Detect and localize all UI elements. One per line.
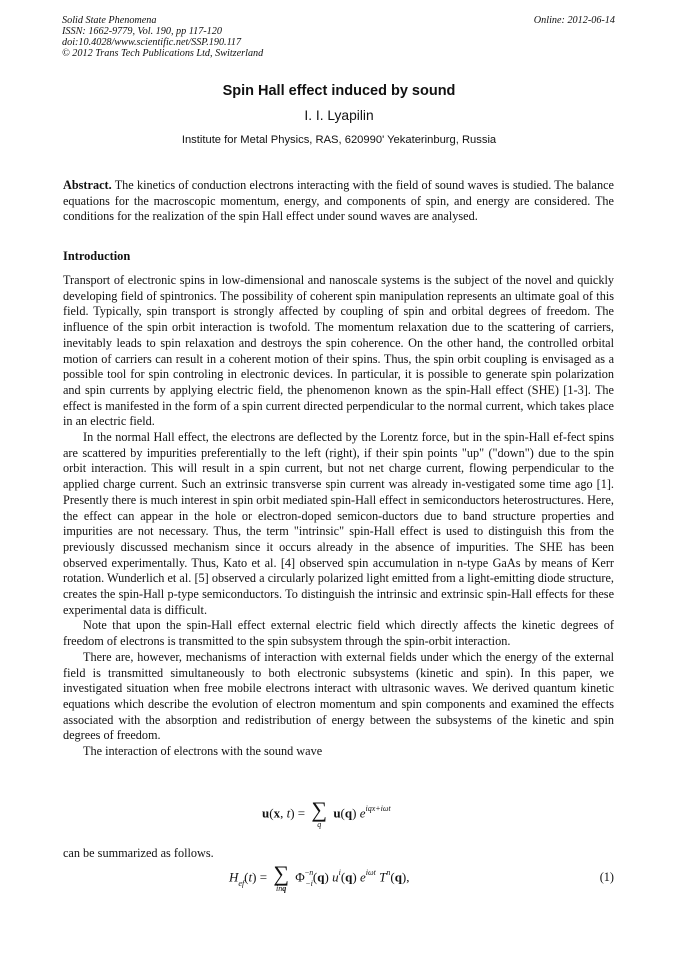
journal-name: Solid State Phenomena <box>62 15 157 26</box>
abstract <box>63 178 614 225</box>
sound-wave-equation: u(x, t) = ∑ q u(q) $e^{iqx+i\omega t}$ <box>262 797 391 829</box>
equation-number: (1) <box>599 870 614 884</box>
equation-intro-text: can be summarized as follows. <box>63 846 214 860</box>
paragraph-4: There are, however, mechanisms of interaction with external fields under which the energy of the external field is transmitted simultaneously to both electronic subsystems (kinetic and spin). In this paper, we investigated situation when free mobile electrons interact with ultrasonic waves. We derived quantum kinetic equations which describe the evolution of electron momentum and spin components and examined the effects associated with the absorption and redistribution of energy between the subsystems of the kinetic and spin degrees of freedom. <box>63 649 614 743</box>
introduction-body <box>63 273 614 760</box>
paragraph-3: Note that upon the spin-Hall effect external electric field which directly affects the kinetic degrees of freedom of electrons is transmitted to the spin subsystem through the spin-orbit interaction. <box>63 618 614 649</box>
sum-symbol: ∑ inq <box>273 861 289 893</box>
online-date: Online: 2012-06-14 <box>533 15 615 26</box>
paragraph-2: In the normal Hall effect, the electrons are deflected by the Lorentz force, but in the spin-Hall ef-fect spins are scattered by impurities preferentially to the left (right), if their spin points "up" ("down") due to the spin orbit interaction. This will result in a spin current, but not net charge current, flowing perpendicular to the applied charge current. Such an extrinsic transverse spin current was already in-vestigated some time ago [1]. Presently there is much interest in spin orbit mediated spin-Hall effect in semiconductors heterostructures. Here, the effect can appear in the hole or electron-doped semicon-ductors due to band structure properties and impurities are not necessary. Thus, the term "intrinsic" spin-Hall effect is used to distinguish this from the previously discussed mechanism since it occurs already in the absence of impurities. The SHE has been observed experimentally. Thus, Kato et al. [4] observed spin accumulation in n-type GaAs by means of Kerr rotation. Wunderlich et al. [5] observed a circularly polarized light emitted from a light-emitting diode structure, creates the spin-Hall p-type semiconductors. To distinguish the intrinsic and extrinsic spin-Hall effects for these experimental data is difficult. <box>63 430 614 617</box>
abstract-text: The kinetics of conduction electrons interacting with the field of sound waves is studied. The balance equations for the macroscopic momentum, energy, and components of spin, and energy are considered. The conditions for the realization of the spin Hall effect under sound waves are analysed. <box>63 178 614 224</box>
paper-affiliation: Institute for Metal Physics, RAS, 620990' Yekaterinburg, Russia <box>181 134 497 146</box>
journal-header <box>62 15 263 59</box>
issn-line: ISSN: 1662-9779, Vol. 190, pp 117-120 <box>62 26 222 37</box>
paper-author: I. I. Lyapilin <box>304 108 374 123</box>
paragraph-5: The interaction of electrons with the sound wave <box>83 744 323 759</box>
abstract-label: Abstract. <box>63 178 112 192</box>
copyright-line: © 2012 Trans Tech Publications Ltd, Switzerland <box>62 48 264 59</box>
paper-title: Spin Hall effect induced by sound <box>222 83 456 99</box>
sum-symbol: ∑ q <box>311 797 328 829</box>
introduction-heading: Introduction <box>63 249 131 263</box>
doi-line: doi:10.4028/www.scientific.net/SSP.190.117 <box>62 37 242 48</box>
hamiltonian-equation: $H_{ef}(t)$ = ∑ inq $\Phi^{-n}_{-i}(q)$ $u^i(q)$ $e^{i\omega t}$ $T^n(q)$, <box>229 861 410 893</box>
paragraph-1: Transport of electronic spins in low-dimensional and nanoscale systems is the subject of the novel and quickly developing field of spintronics. The possibility of coherent spin manipulation represents an ultimate goal of this field. Typically, spin transport is strongly affected by coupling of spin and orbital degrees of freedom. The influence of the spin orbit interaction is twofold. The momentum relaxation due to the scattering of carriers, inevitably leads to spin relaxation and destroys the spin coherence. On the other hand, the controlled orbital motion of carriers can result in a coherent motion of their spins. Thus, the spin orbit coupling is envisaged as a possible tool for spin controling in electronic devices. In particular, it is possible to generate spin polarization and spin currents by applying electric field, the phenomenon known as the spin-Hall effect (SHE) [1-3]. The effect is manifested in the form of a spin current directed perpendicular to the normal current, which takes place in an electric field. <box>63 273 614 429</box>
